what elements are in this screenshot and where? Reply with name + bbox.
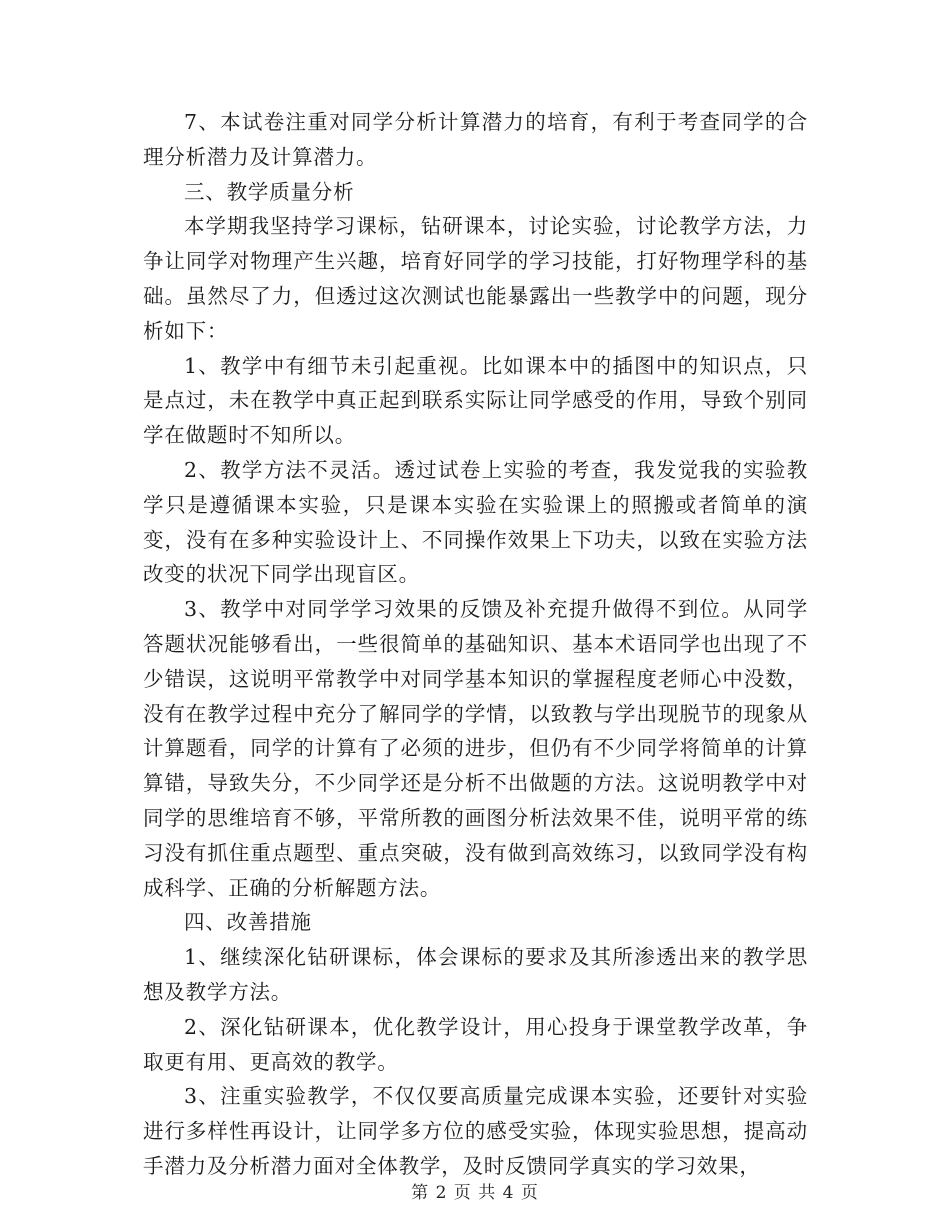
section-heading-improvement-measures: 四、改善措施 (184, 910, 312, 935)
paragraph-measure-2: 2、深化钻研课本，优化教学设计，用心投身于课堂教学改革，争取更有用、更高效的教学。 (143, 1014, 808, 1074)
section-heading-teaching-quality-analysis: 三、教学质量分析 (184, 179, 355, 204)
paragraph-issue-2: 2、教学方法不灵活。透过试卷上实验的考查，我发觉我的实验教学只是遵循课本实验，只是课本实验在实验课上的照搬或者简单的演变，没有在多种实验设计上、不同操作效果上下功夫，以致在实验方法改变的状况下同学出现盲区。 (143, 457, 808, 587)
paragraph-intro: 本学期我坚持学习课标，钻研课本，讨论实验，讨论教学方法，力争让同学对物理产生兴趣，培育好同学的学习技能，打好物理学科的基础。虽然尽了力，但透过这次测试也能暴露出一些教学中的问题，现分析如下： (143, 214, 808, 343)
page-number-footer: 第 2 页 共 4 页 (411, 1183, 539, 1203)
paragraph-measure-1: 1、继续深化钻研课标，体会课标的要求及其所渗透出来的教学思想及教学方法。 (143, 945, 808, 1004)
paragraph-measure-3: 3、注重实验教学，不仅仅要高质量完成课本实验，还要针对实验进行多样性再设计，让同学多方位的感受实验，体现实验思想，提高动手潜力及分析潜力面对全体教学，及时反馈同学真实的学习效果， (143, 1084, 808, 1178)
paragraph-issue-3: 3、教学中对同学学习效果的反馈及补充提升做得不到位。从同学答题状况能够看出，一些很简单的基础知识、基本术语同学也出现了不少错误，这说明平常教学中对同学基本知识的掌握程度老师心中没数，没有在教学过程中充分了解同学的学情，以致教与学出现脱节的现象从计算题看，同学的计算有了必须的进步，但仍有不少同学将简单的计算算错，导致失分，不少同学还是分析不出做题的方法。这说明教学中对同学的思维培育不够，平常所教的画图分析法效果不佳，说明平常的练习没有抓住重点题型、重点突破，没有做到高效练习，以致同学没有构成科学、正确的分析解题方法。 (143, 597, 808, 900)
document-body (143, 105, 808, 1184)
paragraph-item-7: 7、本试卷注重对同学分析计算潜力的培育，有利于考查同学的合理分析潜力及计算潜力。 (143, 110, 808, 169)
paragraph-issue-1: 1、教学中有细节未引起重视。比如课本中的插图中的知识点，只是点过，未在教学中真正起到联系实际让同学感受的作用，导致个别同学在做题时不知所以。 (143, 353, 808, 448)
